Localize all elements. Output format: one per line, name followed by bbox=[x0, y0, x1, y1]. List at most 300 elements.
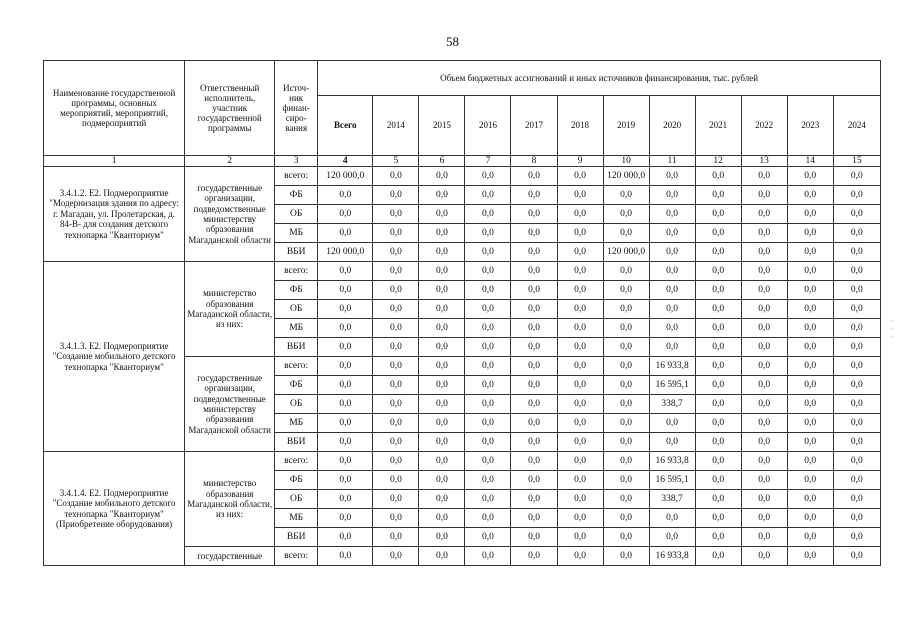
year-value-cell: 0,0 bbox=[695, 376, 741, 395]
year-value-cell: 0,0 bbox=[373, 186, 419, 205]
header-responsible: Ответственный исполнитель, участник государственной программы bbox=[185, 61, 275, 156]
total-cell: 0,0 bbox=[318, 357, 373, 376]
year-value-cell: 0,0 bbox=[833, 186, 880, 205]
year-value-cell: 0,0 bbox=[603, 300, 649, 319]
funding-source: ВБИ bbox=[275, 338, 318, 357]
header-source: Источ-ник финан-сиро-вания bbox=[275, 61, 318, 156]
year-value-cell: 0,0 bbox=[833, 243, 880, 262]
funding-source: ФБ bbox=[275, 376, 318, 395]
year-value-cell: 0,0 bbox=[419, 186, 465, 205]
year-value-cell: 0,0 bbox=[649, 433, 695, 452]
year-value-cell: 0,0 bbox=[511, 319, 557, 338]
total-cell: 0,0 bbox=[318, 338, 373, 357]
header-year: 2015 bbox=[419, 96, 465, 156]
column-number: 4 bbox=[318, 156, 373, 167]
total-cell: 0,0 bbox=[318, 509, 373, 528]
year-value-cell: 0,0 bbox=[603, 205, 649, 224]
year-value-cell: 0,0 bbox=[511, 376, 557, 395]
year-value-cell: 0,0 bbox=[373, 338, 419, 357]
year-value-cell: 0,0 bbox=[465, 452, 511, 471]
year-value-cell: 0,0 bbox=[833, 452, 880, 471]
year-value-cell: 0,0 bbox=[373, 281, 419, 300]
year-value-cell: 0,0 bbox=[787, 528, 833, 547]
year-value-cell: 0,0 bbox=[557, 243, 603, 262]
year-value-cell: 0,0 bbox=[787, 262, 833, 281]
year-value-cell: 0,0 bbox=[511, 167, 557, 186]
year-value-cell: 0,0 bbox=[741, 205, 787, 224]
year-value-cell: 0,0 bbox=[603, 357, 649, 376]
total-cell: 0,0 bbox=[318, 319, 373, 338]
column-number: 1 bbox=[44, 156, 185, 167]
total-cell: 0,0 bbox=[318, 262, 373, 281]
funding-source: ФБ bbox=[275, 186, 318, 205]
year-value-cell: 0,0 bbox=[833, 357, 880, 376]
year-value-cell: 0,0 bbox=[465, 167, 511, 186]
header-year: 2017 bbox=[511, 96, 557, 156]
column-number: 12 bbox=[695, 156, 741, 167]
year-value-cell: 0,0 bbox=[833, 490, 880, 509]
year-value-cell: 0,0 bbox=[695, 452, 741, 471]
column-number: 3 bbox=[275, 156, 318, 167]
year-value-cell: 0,0 bbox=[419, 433, 465, 452]
year-value-cell: 0,0 bbox=[741, 262, 787, 281]
year-value-cell: 0,0 bbox=[419, 243, 465, 262]
funding-source: ОБ bbox=[275, 300, 318, 319]
year-value-cell: 0,0 bbox=[373, 376, 419, 395]
year-value-cell: 0,0 bbox=[833, 205, 880, 224]
year-value-cell: 0,0 bbox=[787, 167, 833, 186]
year-value-cell: 0,0 bbox=[787, 395, 833, 414]
year-value-cell: 0,0 bbox=[419, 300, 465, 319]
year-value-cell: 0,0 bbox=[649, 338, 695, 357]
scan-artifact: · · · bbox=[891, 317, 894, 342]
total-cell: 0,0 bbox=[318, 205, 373, 224]
year-value-cell: 0,0 bbox=[603, 186, 649, 205]
year-value-cell: 0,0 bbox=[419, 547, 465, 566]
year-value-cell: 0,0 bbox=[373, 452, 419, 471]
year-value-cell: 0,0 bbox=[833, 300, 880, 319]
year-value-cell: 0,0 bbox=[557, 357, 603, 376]
year-value-cell: 0,0 bbox=[419, 224, 465, 243]
year-value-cell: 0,0 bbox=[419, 205, 465, 224]
year-value-cell: 0,0 bbox=[649, 319, 695, 338]
year-value-cell: 0,0 bbox=[465, 395, 511, 414]
year-value-cell: 0,0 bbox=[833, 262, 880, 281]
year-value-cell: 0,0 bbox=[833, 319, 880, 338]
year-value-cell: 120 000,0 bbox=[603, 167, 649, 186]
year-value-cell: 0,0 bbox=[649, 243, 695, 262]
year-value-cell: 0,0 bbox=[741, 338, 787, 357]
year-value-cell: 0,0 bbox=[419, 167, 465, 186]
column-numbers-row bbox=[44, 156, 881, 167]
year-value-cell: 0,0 bbox=[511, 414, 557, 433]
header-year: 2014 bbox=[373, 96, 419, 156]
year-value-cell: 0,0 bbox=[373, 357, 419, 376]
year-value-cell: 0,0 bbox=[649, 224, 695, 243]
year-value-cell: 0,0 bbox=[741, 509, 787, 528]
year-value-cell: 0,0 bbox=[419, 452, 465, 471]
year-value-cell: 0,0 bbox=[511, 528, 557, 547]
year-value-cell: 0,0 bbox=[465, 433, 511, 452]
year-value-cell: 0,0 bbox=[603, 338, 649, 357]
header-year: 2020 bbox=[649, 96, 695, 156]
year-value-cell: 0,0 bbox=[557, 224, 603, 243]
year-value-cell: 0,0 bbox=[833, 471, 880, 490]
year-value-cell: 0,0 bbox=[557, 300, 603, 319]
year-value-cell: 0,0 bbox=[603, 319, 649, 338]
total-cell: 0,0 bbox=[318, 281, 373, 300]
year-value-cell: 0,0 bbox=[741, 167, 787, 186]
year-value-cell: 0,0 bbox=[465, 319, 511, 338]
year-value-cell: 0,0 bbox=[511, 300, 557, 319]
year-value-cell: 0,0 bbox=[557, 471, 603, 490]
year-value-cell: 0,0 bbox=[787, 300, 833, 319]
year-value-cell: 0,0 bbox=[419, 338, 465, 357]
year-value-cell: 0,0 bbox=[603, 414, 649, 433]
year-value-cell: 0,0 bbox=[465, 338, 511, 357]
year-value-cell: 0,0 bbox=[603, 509, 649, 528]
year-value-cell: 0,0 bbox=[557, 414, 603, 433]
year-value-cell: 0,0 bbox=[695, 281, 741, 300]
year-value-cell: 0,0 bbox=[465, 205, 511, 224]
year-value-cell: 0,0 bbox=[419, 357, 465, 376]
year-value-cell: 0,0 bbox=[511, 433, 557, 452]
year-value-cell: 0,0 bbox=[373, 319, 419, 338]
year-value-cell: 0,0 bbox=[465, 490, 511, 509]
year-value-cell: 0,0 bbox=[511, 395, 557, 414]
year-value-cell: 0,0 bbox=[373, 167, 419, 186]
total-cell: 0,0 bbox=[318, 414, 373, 433]
responsible-executor: государственные организации, подведомственные министерству образования Магаданской области bbox=[185, 357, 275, 452]
year-value-cell: 0,0 bbox=[833, 509, 880, 528]
program-name: 3.4.1.2. Е2. Подмероприятие "Модернизация здания по адресу: г. Магадан, ул. Пролетарская, д. 84-В- для создания детского технопарка "Кванториум" bbox=[44, 167, 185, 262]
column-number: 2 bbox=[185, 156, 275, 167]
year-value-cell: 0,0 bbox=[787, 414, 833, 433]
year-value-cell: 0,0 bbox=[603, 395, 649, 414]
year-value-cell: 0,0 bbox=[557, 528, 603, 547]
year-value-cell: 0,0 bbox=[419, 262, 465, 281]
year-value-cell: 0,0 bbox=[833, 376, 880, 395]
total-cell: 0,0 bbox=[318, 395, 373, 414]
year-value-cell: 0,0 bbox=[833, 224, 880, 243]
year-value-cell: 0,0 bbox=[373, 490, 419, 509]
year-value-cell: 0,0 bbox=[741, 376, 787, 395]
budget-table bbox=[43, 60, 881, 566]
year-value-cell: 0,0 bbox=[603, 490, 649, 509]
year-value-cell: 0,0 bbox=[511, 509, 557, 528]
funding-source: ОБ bbox=[275, 205, 318, 224]
year-value-cell: 0,0 bbox=[649, 262, 695, 281]
table-row bbox=[44, 262, 881, 281]
funding-source: МБ bbox=[275, 509, 318, 528]
year-value-cell: 0,0 bbox=[695, 167, 741, 186]
year-value-cell: 0,0 bbox=[603, 528, 649, 547]
total-cell: 0,0 bbox=[318, 224, 373, 243]
year-value-cell: 0,0 bbox=[741, 433, 787, 452]
year-value-cell: 338,7 bbox=[649, 490, 695, 509]
year-value-cell: 0,0 bbox=[603, 547, 649, 566]
year-value-cell: 0,0 bbox=[695, 395, 741, 414]
year-value-cell: 0,0 bbox=[649, 281, 695, 300]
year-value-cell: 0,0 bbox=[419, 319, 465, 338]
header-total: Всего bbox=[318, 96, 373, 156]
year-value-cell: 16 933,8 bbox=[649, 452, 695, 471]
year-value-cell: 0,0 bbox=[695, 528, 741, 547]
year-value-cell: 0,0 bbox=[741, 224, 787, 243]
year-value-cell: 0,0 bbox=[695, 300, 741, 319]
year-value-cell: 0,0 bbox=[511, 243, 557, 262]
header-name: Наименование государственной программы, основных мероприятий, мероприятий, подмероприятий bbox=[44, 61, 185, 156]
year-value-cell: 0,0 bbox=[465, 224, 511, 243]
total-cell: 0,0 bbox=[318, 547, 373, 566]
year-value-cell: 0,0 bbox=[787, 338, 833, 357]
funding-source: ВБИ bbox=[275, 243, 318, 262]
year-value-cell: 0,0 bbox=[511, 452, 557, 471]
year-value-cell: 0,0 bbox=[557, 338, 603, 357]
year-value-cell: 0,0 bbox=[557, 205, 603, 224]
year-value-cell: 0,0 bbox=[557, 319, 603, 338]
year-value-cell: 0,0 bbox=[741, 243, 787, 262]
year-value-cell: 0,0 bbox=[833, 528, 880, 547]
total-cell: 0,0 bbox=[318, 528, 373, 547]
column-number: 14 bbox=[787, 156, 833, 167]
year-value-cell: 0,0 bbox=[741, 490, 787, 509]
year-value-cell: 0,0 bbox=[557, 395, 603, 414]
year-value-cell: 16 595,1 bbox=[649, 376, 695, 395]
year-value-cell: 0,0 bbox=[511, 205, 557, 224]
total-cell: 0,0 bbox=[318, 490, 373, 509]
year-value-cell: 0,0 bbox=[419, 471, 465, 490]
column-number: 6 bbox=[419, 156, 465, 167]
year-value-cell: 0,0 bbox=[603, 224, 649, 243]
responsible-executor: министерство образования Магаданской области, из них: bbox=[185, 452, 275, 547]
year-value-cell: 0,0 bbox=[465, 243, 511, 262]
year-value-cell: 16 595,1 bbox=[649, 471, 695, 490]
year-value-cell: 0,0 bbox=[465, 528, 511, 547]
total-cell: 0,0 bbox=[318, 300, 373, 319]
year-value-cell: 0,0 bbox=[741, 319, 787, 338]
year-value-cell: 0,0 bbox=[787, 471, 833, 490]
year-value-cell: 0,0 bbox=[557, 186, 603, 205]
year-value-cell: 0,0 bbox=[511, 547, 557, 566]
funding-source: ВБИ bbox=[275, 528, 318, 547]
funding-source: ОБ bbox=[275, 490, 318, 509]
year-value-cell: 0,0 bbox=[695, 490, 741, 509]
header-year: 2021 bbox=[695, 96, 741, 156]
year-value-cell: 0,0 bbox=[511, 186, 557, 205]
funding-source: МБ bbox=[275, 224, 318, 243]
year-value-cell: 0,0 bbox=[787, 547, 833, 566]
year-value-cell: 0,0 bbox=[695, 433, 741, 452]
year-value-cell: 0,0 bbox=[373, 224, 419, 243]
year-value-cell: 0,0 bbox=[741, 186, 787, 205]
year-value-cell: 0,0 bbox=[787, 224, 833, 243]
responsible-executor: государственные bbox=[185, 547, 275, 566]
year-value-cell: 0,0 bbox=[465, 471, 511, 490]
year-value-cell: 0,0 bbox=[603, 452, 649, 471]
year-value-cell: 0,0 bbox=[373, 205, 419, 224]
funding-source: всего: bbox=[275, 262, 318, 281]
year-value-cell: 0,0 bbox=[557, 509, 603, 528]
column-number: 15 bbox=[833, 156, 880, 167]
funding-source: всего: bbox=[275, 452, 318, 471]
year-value-cell: 120 000,0 bbox=[603, 243, 649, 262]
column-number: 11 bbox=[649, 156, 695, 167]
year-value-cell: 0,0 bbox=[787, 452, 833, 471]
year-value-cell: 0,0 bbox=[419, 281, 465, 300]
year-value-cell: 0,0 bbox=[833, 414, 880, 433]
year-value-cell: 0,0 bbox=[465, 281, 511, 300]
year-value-cell: 0,0 bbox=[787, 376, 833, 395]
year-value-cell: 0,0 bbox=[373, 300, 419, 319]
year-value-cell: 0,0 bbox=[741, 357, 787, 376]
year-value-cell: 0,0 bbox=[465, 547, 511, 566]
column-number: 5 bbox=[373, 156, 419, 167]
year-value-cell: 0,0 bbox=[557, 547, 603, 566]
header-year: 2023 bbox=[787, 96, 833, 156]
year-value-cell: 0,0 bbox=[557, 167, 603, 186]
funding-source: ФБ bbox=[275, 281, 318, 300]
year-value-cell: 0,0 bbox=[649, 186, 695, 205]
year-value-cell: 0,0 bbox=[695, 471, 741, 490]
column-number: 9 bbox=[557, 156, 603, 167]
year-value-cell: 0,0 bbox=[373, 262, 419, 281]
year-value-cell: 0,0 bbox=[649, 528, 695, 547]
year-value-cell: 0,0 bbox=[373, 243, 419, 262]
year-value-cell: 0,0 bbox=[695, 205, 741, 224]
year-value-cell: 0,0 bbox=[511, 262, 557, 281]
responsible-executor: министерство образования Магаданской области, из них: bbox=[185, 262, 275, 357]
header-year: 2016 bbox=[465, 96, 511, 156]
year-value-cell: 0,0 bbox=[465, 186, 511, 205]
year-value-cell: 0,0 bbox=[787, 319, 833, 338]
year-value-cell: 0,0 bbox=[649, 205, 695, 224]
year-value-cell: 0,0 bbox=[557, 281, 603, 300]
table-row bbox=[44, 167, 881, 186]
year-value-cell: 0,0 bbox=[695, 509, 741, 528]
year-value-cell: 0,0 bbox=[373, 414, 419, 433]
funding-source: ВБИ bbox=[275, 433, 318, 452]
program-name: 3.4.1.4. Е2. Подмероприятие "Создание мобильного детского технопарка "Кванториум" (Приобретение оборудования) bbox=[44, 452, 185, 566]
column-number: 13 bbox=[741, 156, 787, 167]
total-cell: 0,0 bbox=[318, 433, 373, 452]
year-value-cell: 0,0 bbox=[741, 414, 787, 433]
funding-source: МБ bbox=[275, 319, 318, 338]
year-value-cell: 0,0 bbox=[695, 357, 741, 376]
total-cell: 0,0 bbox=[318, 471, 373, 490]
year-value-cell: 0,0 bbox=[373, 395, 419, 414]
year-value-cell: 0,0 bbox=[741, 528, 787, 547]
year-value-cell: 0,0 bbox=[373, 547, 419, 566]
year-value-cell: 0,0 bbox=[465, 262, 511, 281]
year-value-cell: 0,0 bbox=[419, 528, 465, 547]
year-value-cell: 338,7 bbox=[649, 395, 695, 414]
year-value-cell: 0,0 bbox=[741, 471, 787, 490]
program-name: 3.4.1.3. Е2. Подмероприятие "Создание мобильного детского технопарка "Кванториум" bbox=[44, 262, 185, 452]
year-value-cell: 0,0 bbox=[603, 471, 649, 490]
funding-source: всего: bbox=[275, 167, 318, 186]
year-value-cell: 0,0 bbox=[373, 471, 419, 490]
funding-source: ОБ bbox=[275, 395, 318, 414]
year-value-cell: 0,0 bbox=[649, 414, 695, 433]
year-value-cell: 0,0 bbox=[465, 376, 511, 395]
total-cell: 120 000,0 bbox=[318, 243, 373, 262]
header-year: 2019 bbox=[603, 96, 649, 156]
year-value-cell: 0,0 bbox=[695, 338, 741, 357]
year-value-cell: 0,0 bbox=[787, 490, 833, 509]
year-value-cell: 0,0 bbox=[787, 243, 833, 262]
total-cell: 0,0 bbox=[318, 376, 373, 395]
funding-source: ФБ bbox=[275, 471, 318, 490]
year-value-cell: 0,0 bbox=[419, 509, 465, 528]
year-value-cell: 0,0 bbox=[603, 433, 649, 452]
year-value-cell: 0,0 bbox=[787, 186, 833, 205]
year-value-cell: 0,0 bbox=[741, 547, 787, 566]
year-value-cell: 0,0 bbox=[833, 167, 880, 186]
funding-source: всего: bbox=[275, 357, 318, 376]
year-value-cell: 0,0 bbox=[511, 490, 557, 509]
year-value-cell: 0,0 bbox=[465, 509, 511, 528]
year-value-cell: 0,0 bbox=[695, 319, 741, 338]
year-value-cell: 0,0 bbox=[787, 509, 833, 528]
year-value-cell: 0,0 bbox=[695, 547, 741, 566]
year-value-cell: 0,0 bbox=[603, 262, 649, 281]
responsible-executor: государственные организации, подведомственные министерству образования Магаданской области bbox=[185, 167, 275, 262]
year-value-cell: 0,0 bbox=[833, 433, 880, 452]
year-value-cell: 0,0 bbox=[557, 433, 603, 452]
year-value-cell: 0,0 bbox=[419, 376, 465, 395]
year-value-cell: 0,0 bbox=[649, 509, 695, 528]
year-value-cell: 0,0 bbox=[511, 357, 557, 376]
year-value-cell: 0,0 bbox=[557, 490, 603, 509]
year-value-cell: 0,0 bbox=[649, 167, 695, 186]
table-body bbox=[44, 167, 881, 566]
year-value-cell: 0,0 bbox=[833, 338, 880, 357]
year-value-cell: 0,0 bbox=[557, 376, 603, 395]
year-value-cell: 0,0 bbox=[695, 414, 741, 433]
year-value-cell: 0,0 bbox=[833, 281, 880, 300]
year-value-cell: 0,0 bbox=[373, 528, 419, 547]
year-value-cell: 0,0 bbox=[695, 262, 741, 281]
year-value-cell: 0,0 bbox=[419, 490, 465, 509]
total-cell: 0,0 bbox=[318, 452, 373, 471]
year-value-cell: 0,0 bbox=[603, 281, 649, 300]
year-value-cell: 0,0 bbox=[419, 395, 465, 414]
year-value-cell: 0,0 bbox=[465, 357, 511, 376]
year-value-cell: 0,0 bbox=[465, 414, 511, 433]
year-value-cell: 0,0 bbox=[695, 186, 741, 205]
total-cell: 120 000,0 bbox=[318, 167, 373, 186]
year-value-cell: 16 933,8 bbox=[649, 357, 695, 376]
column-number: 7 bbox=[465, 156, 511, 167]
year-value-cell: 0,0 bbox=[741, 300, 787, 319]
year-value-cell: 0,0 bbox=[787, 357, 833, 376]
year-value-cell: 0,0 bbox=[833, 395, 880, 414]
year-value-cell: 0,0 bbox=[419, 414, 465, 433]
header-year: 2022 bbox=[741, 96, 787, 156]
page-number: 58 bbox=[446, 34, 459, 49]
year-value-cell: 0,0 bbox=[557, 262, 603, 281]
header-volume: Объем бюджетных ассигнований и иных источников финансирования, тыс. рублей bbox=[318, 61, 881, 96]
funding-source: МБ bbox=[275, 414, 318, 433]
year-value-cell: 0,0 bbox=[649, 300, 695, 319]
year-value-cell: 0,0 bbox=[373, 433, 419, 452]
year-value-cell: 0,0 bbox=[373, 509, 419, 528]
year-value-cell: 0,0 bbox=[511, 338, 557, 357]
column-number: 8 bbox=[511, 156, 557, 167]
year-value-cell: 0,0 bbox=[833, 547, 880, 566]
header-year: 2018 bbox=[557, 96, 603, 156]
